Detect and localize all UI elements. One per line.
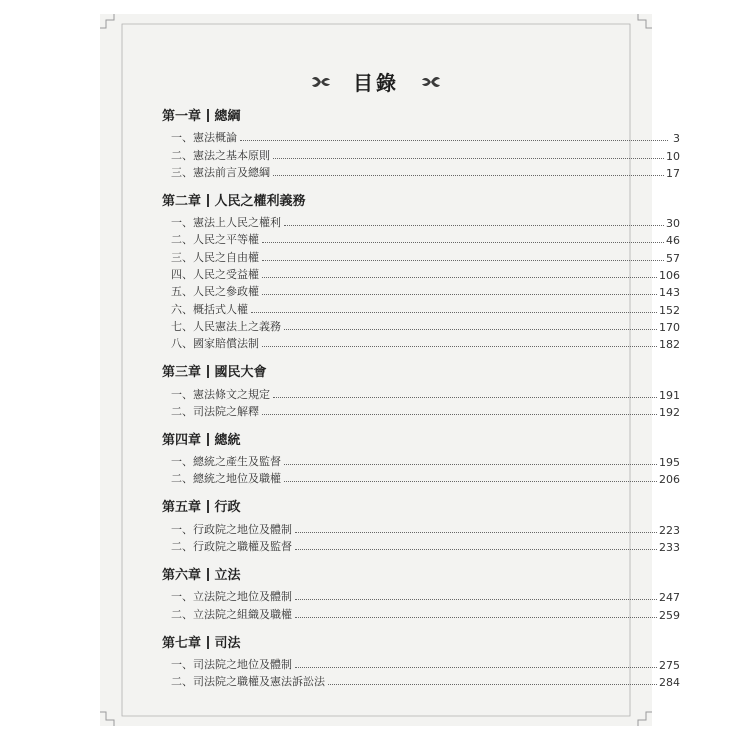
toc-entry[interactable]	[162, 230, 680, 247]
heading-divider	[207, 433, 209, 446]
entry-page-number: 106	[659, 269, 680, 283]
dot-leader	[262, 242, 664, 243]
entry-page-number: 247	[659, 591, 680, 605]
entry-label: 四、人民之受益權	[171, 268, 259, 282]
chapter-number: 第二章	[162, 193, 202, 209]
chapter-name: 國民大會	[214, 365, 267, 381]
entry-label: 七、人民憲法上之義務	[171, 319, 281, 333]
chapter-heading	[162, 106, 680, 128]
toc-entry[interactable]	[162, 213, 680, 230]
heading-divider	[207, 365, 209, 378]
entry-label: 三、人民之自由權	[171, 250, 259, 264]
chapter-name: 人民之權利義務	[214, 193, 306, 209]
toc-entry[interactable]	[162, 672, 680, 689]
left-ornament-icon	[310, 75, 332, 89]
entry-label: 二、立法院之組織及職權	[171, 607, 292, 621]
dot-leader	[262, 414, 657, 415]
entry-label: 二、總統之地位及職權	[171, 472, 281, 486]
toc-entry[interactable]	[162, 282, 680, 299]
entry-page-number: 143	[659, 286, 680, 300]
table-of-contents	[162, 106, 680, 700]
chapter-heading	[162, 430, 680, 452]
entry-label: 六、概括式人權	[171, 302, 248, 316]
dot-leader	[284, 481, 657, 482]
entry-page-number: 3	[673, 132, 680, 146]
heading-divider	[207, 568, 209, 581]
entry-page-number: 259	[659, 608, 680, 622]
chapter-name: 行政	[214, 500, 241, 516]
entry-page-number: 57	[666, 251, 680, 265]
title-row	[100, 67, 652, 96]
chapter-heading	[162, 497, 680, 519]
toc-entry[interactable]	[162, 402, 680, 419]
heading-divider	[207, 194, 209, 207]
chapter-number: 第一章	[162, 109, 202, 124]
entry-page-number: 10	[666, 149, 680, 163]
entry-label: 一、立法院之地位及體制	[171, 590, 292, 604]
chapter-name: 司法	[214, 635, 241, 651]
entry-label: 一、行政院之地位及體制	[171, 522, 292, 536]
entry-label: 八、國家賠償法制	[171, 337, 259, 351]
dot-leader	[328, 684, 657, 685]
entry-label: 一、憲法概論	[171, 131, 237, 145]
chapter-section	[162, 633, 680, 690]
entry-page-number: 30	[666, 217, 680, 231]
toc-entry[interactable]	[162, 163, 680, 180]
dot-leader	[262, 294, 657, 295]
entry-page-number: 233	[659, 541, 680, 555]
toc-entry[interactable]	[162, 655, 680, 672]
chapter-heading	[162, 191, 680, 213]
dot-leader	[284, 329, 657, 330]
entry-label: 一、憲法條文之規定	[171, 387, 270, 401]
toc-entry[interactable]	[162, 587, 680, 604]
toc-entry[interactable]	[162, 145, 680, 162]
chapter-name: 立法	[214, 568, 241, 584]
chapter-number: 第四章	[162, 432, 202, 448]
entry-label: 二、司法院之解釋	[171, 404, 259, 418]
dot-leader	[262, 346, 657, 347]
right-ornament-icon	[420, 75, 442, 89]
entry-label: 二、司法院之職權及憲法訴訟法	[171, 675, 325, 689]
heading-divider	[207, 500, 209, 513]
dot-leader	[262, 277, 657, 278]
entry-page-number: 46	[666, 234, 680, 248]
chapter-section	[162, 106, 680, 180]
dot-leader	[240, 140, 668, 141]
dot-leader	[295, 599, 657, 600]
chapter-name: 總統	[214, 432, 241, 448]
entry-label: 二、憲法之基本原則	[171, 148, 270, 162]
entry-page-number: 17	[666, 166, 680, 180]
entry-page-number: 275	[659, 658, 680, 672]
entry-label: 二、人民之平等權	[171, 233, 259, 247]
entry-page-number: 170	[659, 320, 680, 334]
entry-page-number: 182	[659, 338, 680, 352]
dot-leader	[251, 312, 657, 313]
toc-entry[interactable]	[162, 452, 680, 469]
heading-divider	[207, 636, 209, 649]
toc-entry[interactable]	[162, 519, 680, 536]
dot-leader	[295, 617, 657, 618]
toc-entry[interactable]	[162, 469, 680, 486]
chapter-heading	[162, 362, 680, 384]
chapter-heading	[162, 633, 680, 655]
entry-label: 五、人民之參政權	[171, 285, 259, 299]
toc-entry[interactable]	[162, 537, 680, 554]
dot-leader	[273, 158, 664, 159]
dot-leader	[273, 175, 664, 176]
entry-page-number: 206	[659, 473, 680, 487]
entry-page-number: 195	[659, 456, 680, 470]
entry-page-number: 192	[659, 405, 680, 419]
entry-page-number: 191	[659, 388, 680, 402]
entry-label: 一、憲法上人民之權利	[171, 216, 281, 230]
chapter-heading	[162, 565, 680, 587]
chapter-number: 第五章	[162, 500, 202, 516]
entry-label: 一、司法院之地位及體制	[171, 657, 292, 671]
toc-entry[interactable]	[162, 604, 680, 621]
chapter-number: 第六章	[162, 568, 202, 584]
entry-page-number: 223	[659, 523, 680, 537]
heading-divider	[207, 109, 209, 122]
chapter-number: 第七章	[162, 635, 202, 651]
chapter-number: 第三章	[162, 365, 202, 381]
toc-entry[interactable]	[162, 334, 680, 351]
entry-page-number: 152	[659, 303, 680, 317]
chapter-section	[162, 191, 680, 351]
dot-leader	[295, 549, 657, 550]
toc-title: 目錄	[353, 71, 399, 95]
toc-entry[interactable]	[162, 128, 680, 145]
dot-leader	[295, 667, 657, 668]
chapter-section	[162, 362, 680, 419]
dot-leader	[295, 532, 657, 533]
toc-entry[interactable]	[162, 247, 680, 264]
dot-leader	[284, 464, 657, 465]
dot-leader	[273, 397, 657, 398]
entry-label: 一、總統之產生及監督	[171, 455, 281, 469]
entry-label: 三、憲法前言及總綱	[171, 165, 270, 179]
entry-page-number: 284	[659, 676, 680, 690]
chapter-section	[162, 565, 680, 622]
chapter-name: 總綱	[214, 109, 241, 124]
chapter-section	[162, 430, 680, 487]
page	[100, 14, 680, 726]
toc-entry[interactable]	[162, 299, 680, 316]
dot-leader	[262, 260, 664, 261]
chapter-section	[162, 497, 680, 554]
toc-entry[interactable]	[162, 317, 680, 334]
entry-label: 二、行政院之職權及監督	[171, 540, 292, 554]
dot-leader	[284, 225, 664, 226]
toc-entry[interactable]	[162, 384, 680, 401]
toc-entry[interactable]	[162, 265, 680, 282]
